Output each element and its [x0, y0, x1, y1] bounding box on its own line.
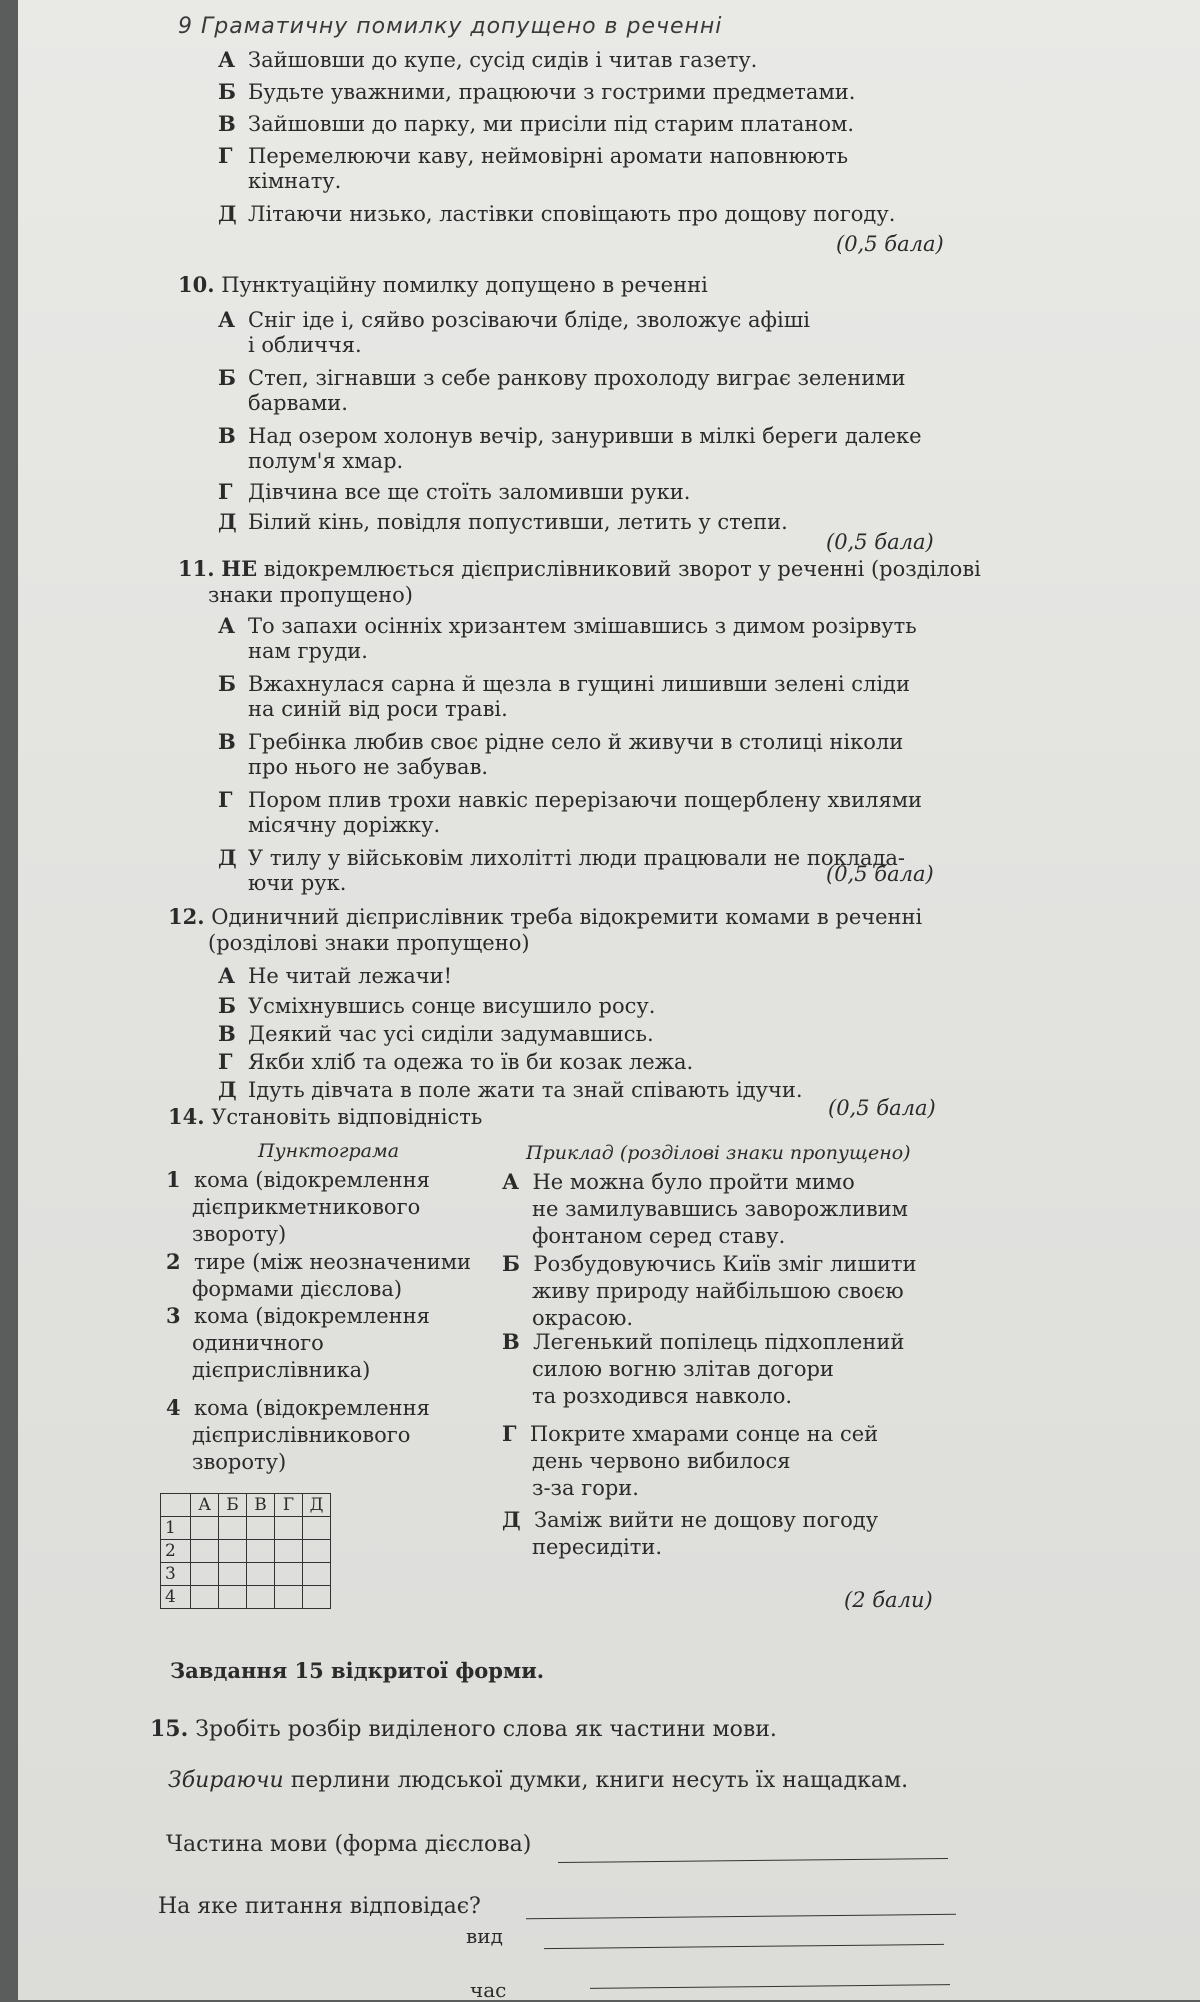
answer-grid-col-b: Б: [219, 1494, 247, 1517]
q14-right-header: Приклад (розділові знаки пропущено): [526, 1142, 911, 1164]
answer-cell[interactable]: [191, 1563, 219, 1586]
field-part-of-speech-line[interactable]: [558, 1858, 948, 1863]
q11-option-d: Д У тилу у військовім лихолітті люди працювали не поклада-: [218, 845, 906, 870]
answer-cell[interactable]: [275, 1540, 303, 1563]
answer-grid-row: [161, 1517, 331, 1540]
answer-cell[interactable]: [219, 1586, 247, 1609]
answer-cell[interactable]: [191, 1517, 219, 1540]
answer-cell[interactable]: [275, 1563, 303, 1586]
q11-option-a: А То запахи осінніх хризантем змішавшись з димом розірвуть: [218, 613, 917, 638]
q10-option-d: Д Білий кінь, повідля попустивши, летить у степи.: [218, 509, 788, 534]
answer-grid-col-d: Д: [303, 1494, 331, 1517]
answer-cell[interactable]: [303, 1586, 331, 1609]
answer-cell[interactable]: [303, 1540, 331, 1563]
field-aspect-label: вид: [466, 1924, 503, 1948]
answer-cell[interactable]: [303, 1517, 331, 1540]
answer-cell[interactable]: [191, 1586, 219, 1609]
q14-right-g: Г Покрите хмарами сонце на сей день червоно вибилося з-за гори.: [502, 1421, 879, 1500]
answer-cell[interactable]: [247, 1517, 275, 1540]
answer-grid-row-label: 3: [161, 1563, 191, 1586]
field-question-label: На яке питання відповідає?: [158, 1894, 481, 1919]
q11-option-b: Б Вжахнулася сарна й щезла в гущині лишивши зелені сліди: [218, 671, 910, 696]
q12-option-g: Г Якби хліб та одежа то їв би козак лежа.: [218, 1049, 694, 1074]
q14-right-d: Д Заміж вийти не дощову погоду пересидіти.: [502, 1507, 879, 1559]
q10-option-b-cont: барвами.: [248, 391, 348, 415]
answer-cell[interactable]: [219, 1517, 247, 1540]
q9-option-g: Г Перемелюючи каву, неймовірні аромати наповнюють: [218, 143, 849, 168]
q9-option-v: В Зайшовши до парку, ми присіли під старим платаном.: [218, 111, 855, 136]
q10-option-v-cont: полум'я хмар.: [248, 449, 404, 473]
q14-left-4: 4 кома (відокремлення дієприслівникового звороту): [166, 1395, 430, 1474]
q12-score: (0,5 бала): [828, 1096, 936, 1120]
q12-option-a: А Не читай лежачи!: [218, 963, 453, 988]
answer-grid-header-row: [161, 1494, 331, 1517]
highlighted-word: Збираючи: [168, 1768, 284, 1793]
q14-left-3: 3 кома (відокремлення одиничного дієприслівника): [166, 1303, 430, 1382]
q15-sentence: Збираючи перлини людської думки, книги несуть їх нащадкам.: [168, 1768, 909, 1793]
q11-question: 11. НЕ відокремлюється дієприслівниковий зворот у реченні (розділові: [178, 556, 981, 581]
answer-grid-row-label: 2: [161, 1540, 191, 1563]
q12-option-b: Б Усміхнувшись сонце висушило росу.: [218, 993, 656, 1018]
handwritten-heading: 9 Граматичну помилку допущено в реченні: [178, 14, 723, 39]
q14-right-a: А Не можна було пройти мимо не замилувавшись заворожливим фонтаном серед ставу.: [502, 1169, 908, 1248]
q11-question-cont: знаки пропущено): [208, 583, 413, 607]
q12-question: 12. Одиничний дієприслівник треба відокремити комами в реченні: [168, 904, 923, 929]
task15-title: Завдання 15 відкритої форми.: [170, 1658, 545, 1683]
q10-option-b: Б Степ, зігнавши з себе ранкову прохолоду виграє зеленими: [218, 365, 906, 390]
q11-option-v: В Гребінка любив своє рідне село й живучи в столиці ніколи: [218, 729, 904, 754]
answer-grid-row: [161, 1563, 331, 1586]
exam-sheet: [18, 0, 1200, 2000]
field-tense-line[interactable]: [590, 1984, 950, 1989]
answer-cell[interactable]: [247, 1586, 275, 1609]
q9-option-d: Д Літаючи низько, ластівки сповіщають про дощову погоду.: [218, 201, 896, 226]
answer-cell[interactable]: [247, 1540, 275, 1563]
q10-score: (0,5 бала): [826, 530, 934, 554]
q9-option-b: Б Будьте уважними, працюючи з гострими предметами.: [218, 79, 856, 104]
q10-option-g: Г Дівчина все ще стоїть заломивши руки.: [218, 479, 691, 504]
answer-grid-corner: [161, 1494, 191, 1517]
q10-option-a-cont: і обличчя.: [248, 333, 362, 357]
q10-option-v: В Над озером холонув вечір, зануривши в мілкі береги далеке: [218, 423, 922, 448]
q10-option-a: А Сніг іде і, сяйво розсіваючи бліде, зволожує афіші: [218, 307, 810, 332]
answer-cell[interactable]: [191, 1540, 219, 1563]
answer-cell[interactable]: [219, 1563, 247, 1586]
q11-option-g-cont: місячну доріжку.: [248, 813, 441, 837]
q14-question: 14. Установіть відповідність: [168, 1104, 483, 1129]
answer-cell[interactable]: [275, 1586, 303, 1609]
q12-option-v: В Деякий час усі сиділи задумавшись.: [218, 1021, 654, 1046]
q12-question-cont: (розділові знаки пропущено): [208, 931, 530, 955]
q11-option-v-cont: про нього не забував.: [248, 755, 489, 779]
q14-left-1: 1 кома (відокремлення дієприкметникового звороту): [166, 1167, 430, 1246]
field-part-of-speech-label: Частина мови (форма дієслова): [166, 1832, 532, 1857]
q14-left-header: Пунктограма: [258, 1140, 400, 1162]
q14-left-2: 2 тире (між неозначеними формами дієслова): [166, 1249, 472, 1301]
field-tense-label: час: [470, 1978, 507, 2002]
q9-option-g-cont: кімнату.: [248, 169, 342, 193]
q11-score: (0,5 бала): [826, 862, 934, 886]
q12-option-d: Д Ідуть дівчата в поле жати та знай співають ідучи.: [218, 1077, 803, 1102]
q14-right-v: В Легенький попілець підхоплений силою вогню злітав догори та розходився навколо.: [502, 1329, 905, 1408]
answer-cell[interactable]: [275, 1517, 303, 1540]
answer-cell[interactable]: [303, 1563, 331, 1586]
q11-option-d-cont: ючи рук.: [248, 871, 347, 895]
q14-answer-grid: [160, 1493, 331, 1609]
answer-grid-row-label: 1: [161, 1517, 191, 1540]
answer-grid-row: [161, 1586, 331, 1609]
answer-grid-col-v: В: [247, 1494, 275, 1517]
answer-grid-col-a: А: [191, 1494, 219, 1517]
q9-option-a: А Зайшовши до купе, сусід сидів і читав газету.: [218, 47, 758, 72]
field-aspect-line[interactable]: [544, 1944, 944, 1949]
q10-question: 10. Пунктуаційну помилку допущено в реченні: [178, 272, 708, 297]
q11-option-b-cont: на синій від роси траві.: [248, 697, 508, 721]
answer-cell[interactable]: [219, 1540, 247, 1563]
q11-option-a-cont: нам груди.: [248, 639, 368, 663]
answer-cell[interactable]: [247, 1563, 275, 1586]
q14-score: (2 бали): [844, 1588, 933, 1612]
q11-option-g: Г Пором плив трохи навкіс перерізаючи пощерблену хвилями: [218, 787, 923, 812]
answer-grid-row: [161, 1540, 331, 1563]
field-question-line[interactable]: [526, 1914, 956, 1920]
answer-grid-row-label: 4: [161, 1586, 191, 1609]
answer-grid-col-g: Г: [275, 1494, 303, 1517]
q15-question: 15. Зробіть розбір виділеного слова як частини мови.: [150, 1716, 777, 1742]
q14-right-b: Б Розбудовуючись Київ зміг лишити живу природу найбільшою своєю окрасою.: [502, 1251, 917, 1330]
q9-score: (0,5 бала): [836, 232, 944, 256]
